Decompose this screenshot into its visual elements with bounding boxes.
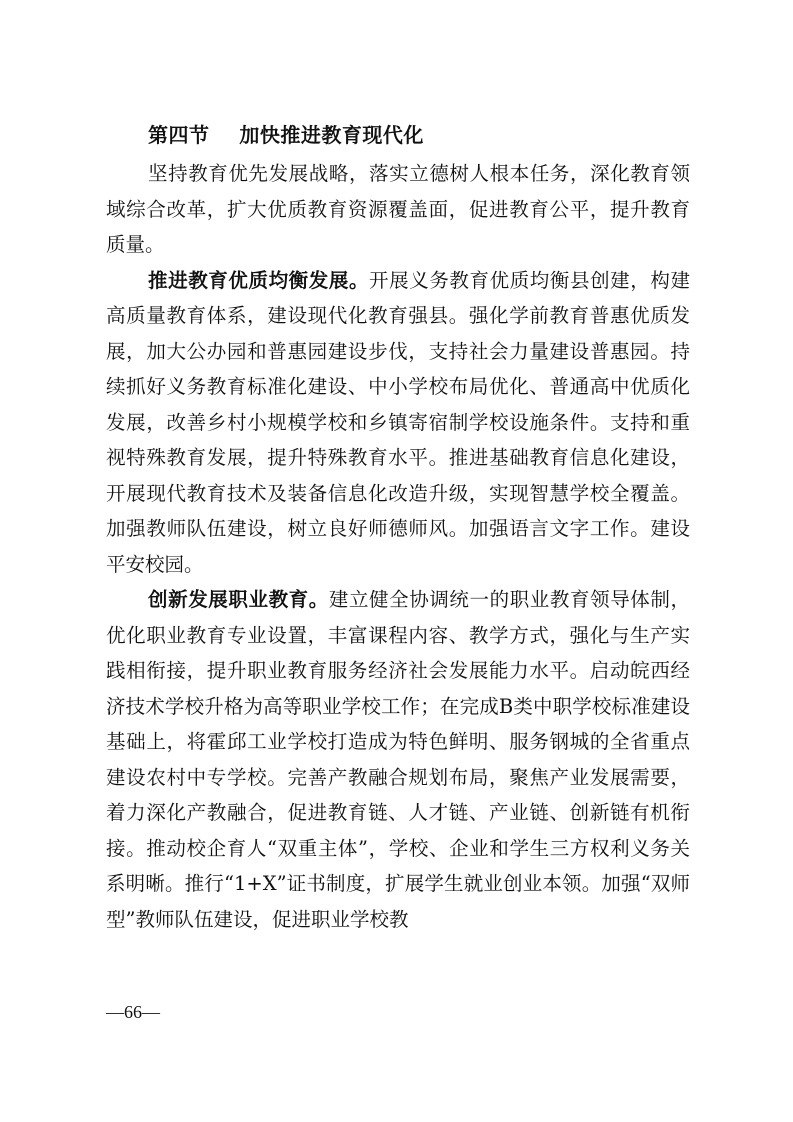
paragraph-vocational-education	[106, 582, 690, 937]
page-number: —66—	[106, 1002, 160, 1022]
page-body	[106, 120, 690, 937]
paragraph-text: 坚持教育优先发展战略，落实立德树人根本任务，深化教育领域综合改革，扩大优质教育资源覆盖面，促进教育公平，提升教育质量。	[106, 162, 690, 256]
paragraph-lead: 创新发展职业教育。	[148, 588, 329, 611]
paragraph-balanced-education	[106, 263, 690, 583]
paragraph-lead: 推进教育优质均衡发展。	[148, 268, 370, 292]
paragraph-text: 开展义务教育优质均衡县创建，构建高质量教育体系，建设现代化教育强县。强化学前教育普惠优质发展，加大公办园和普惠园建设步伐，支持社会力量建设普惠园。持续抓好义务教育标准化建设、中小学校布局优化、普通高中优质化发展，改善乡村小规模学校和乡镇寄宿制学校设施条件。支持和重视特殊教育发展，提升特殊教育水平。推进基础教育信息化建设，开展现代教育技术及装备信息化改造升级，实现智慧学校全覆盖。加强教师队伍建设，树立良好师德师风。加强语言文字工作。建设平安校园。	[106, 268, 690, 576]
paragraph-intro	[106, 156, 690, 263]
section-heading: 第四节 加快推进教育现代化	[148, 123, 424, 147]
paragraph-text: 建立健全协调统一的职业教育领导体制，优化职业教育专业设置，丰富课程内容、教学方式，强化与生产实践相衔接，提升职业教育服务经济社会发展能力水平。启动皖西经济技术学校升格为高等职业学校工作；在完成B类中职学校标准建设基础上，将霍邱工业学校打造成为特色鲜明、服务钢城的全省重点建设农村中专学校。完善产教融合规划布局，聚焦产业发展需要，着力深化产教融合，促进教育链、人才链、产业链、创新链有机衔接。推动校企育人“双重主体”，学校、企业和学生三方权利义务关系明晰。推行“1+X”证书制度，扩展学生就业创业本领。加强“双师型”教师队伍建设，促进职业学校教	[106, 588, 690, 931]
